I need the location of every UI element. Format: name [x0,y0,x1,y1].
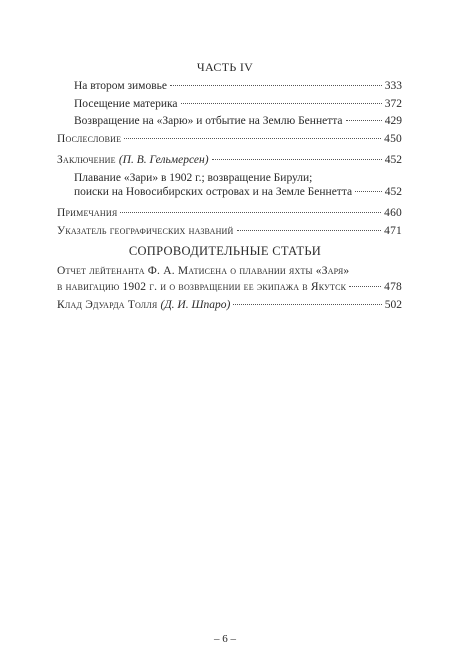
entry-page: 372 [384,98,402,110]
toc-entry-zarya-voyage [74,171,402,199]
toc-entry-second-wintering [74,79,402,93]
entry-page: 471 [384,225,402,237]
entry-title: Посещение материка [74,98,178,110]
part-four-heading: ЧАСТЬ IV [196,60,254,74]
entry-title-line-1: Отчет лейтенанта Ф. А. Матисена о плавании яхты «Заря» [57,265,350,277]
entry-title-line-1: Плавание «Зари» в 1902 г.; возвращение Бирули; [74,172,313,184]
dot-leader [237,230,382,231]
entry-page: 429 [384,115,402,127]
dot-leader [233,304,381,305]
entry-title-line-2: в навигацию 1902 г. и о возвращении ее экипажа в Якутск [57,281,347,293]
entry-page: 450 [384,133,402,145]
entry-title: Послесловие [57,133,122,145]
entry-title: Клад Эдуарда Толля [57,299,161,311]
entry-page: 460 [384,207,402,219]
dot-leader [346,120,382,121]
accompanying-articles-heading: СОПРОВОДИТЕЛЬНЫЕ СТАТЬИ [128,244,322,258]
toc-entry-notes [57,206,402,220]
dot-leader [349,286,381,287]
entry-title: Заключение [57,154,119,166]
entry-title: Примечания [57,207,118,219]
entry-page: 478 [384,281,402,293]
entry-title: На втором зимовье [74,80,167,92]
toc-entry-return-to-zarya [74,114,402,128]
entry-author: (П. В. Гельмерсен) [118,154,209,166]
toc-entry-toll-treasure [57,298,402,312]
entry-title: Возвращение на «Зарю» и отбытие на Землю Беннетта [74,115,343,127]
toc-entry-conclusion [57,153,402,167]
entry-title-line-2: поиски на Новосибирских островах и на Земле Беннетта [74,186,353,198]
entry-page: 452 [384,186,402,198]
toc-entry-geographic-index [57,224,402,238]
dot-leader [181,103,382,104]
page-number: – 6 – [214,633,236,645]
dot-leader [212,159,382,160]
toc-entry-mainland-visit [74,97,402,111]
entry-page: 333 [384,80,402,92]
toc-entry-afterword [57,132,402,146]
dot-leader [120,212,381,213]
dot-leader [124,138,381,139]
dot-leader [355,191,382,192]
entry-title: Указатель географических названий [57,225,234,237]
entry-page: 502 [384,299,402,311]
toc-entry-matisen-report [57,264,402,294]
dot-leader [170,85,382,86]
entry-author: (Д. И. Шпаро) [160,299,231,311]
entry-page: 452 [384,154,402,166]
